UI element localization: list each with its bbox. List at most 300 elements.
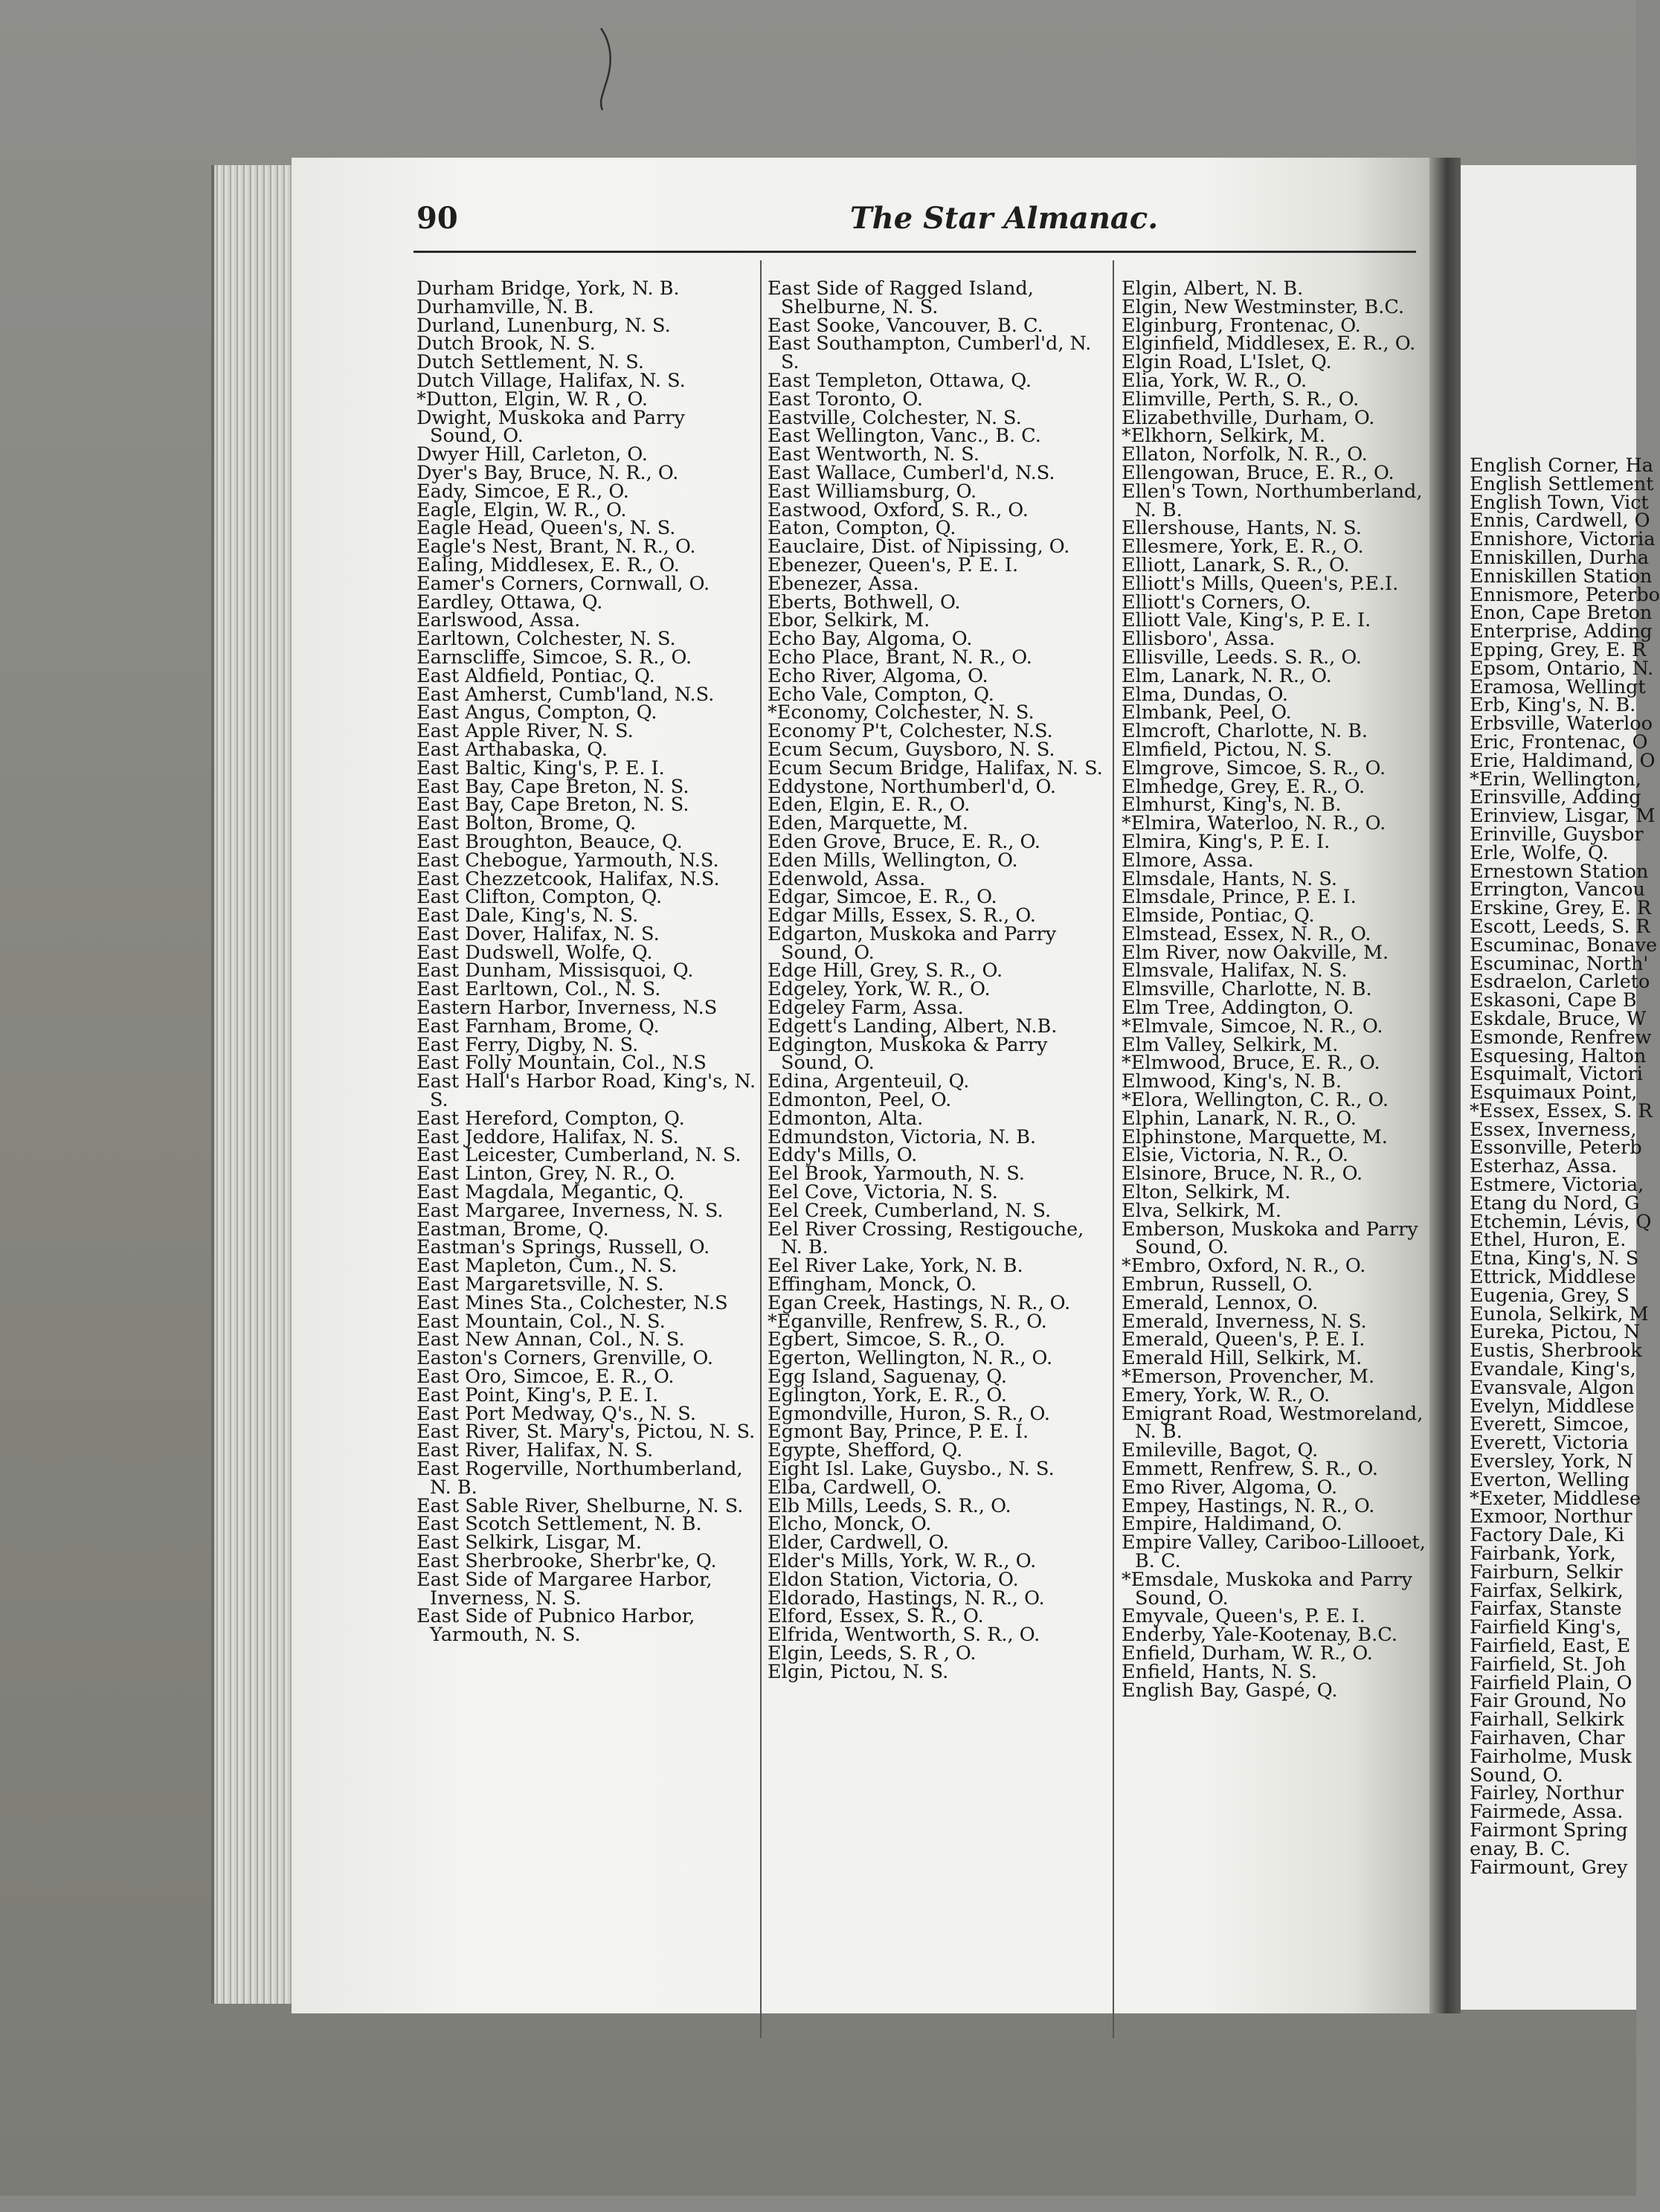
place-entry: Echo Vale, Compton, Q.: [768, 683, 994, 706]
place-entry: East Selkirk, Lisgar, M.: [416, 1531, 642, 1554]
place-entry: Evelyn, Middlese: [1470, 1395, 1635, 1418]
place-entry: Eustis, Sherbrook: [1470, 1340, 1642, 1363]
place-entry: Elmira, King's, P. E. I.: [1122, 830, 1331, 853]
place-entry: Elphinstone, Marquette, M.: [1122, 1125, 1388, 1148]
place-entry: Eversley, York, N: [1470, 1450, 1633, 1473]
place-entry: Eaton, Compton, Q.: [768, 517, 956, 540]
place-entry: Eddystone, Northumberl'd, O.: [768, 775, 1057, 798]
place-entry: Eauclaire, Dist. of Nipissing, O.: [768, 536, 1070, 559]
place-entry: Enniskillen Station: [1470, 565, 1653, 588]
place-entry: Essex, Inverness,: [1470, 1118, 1637, 1141]
place-entry: Fairfield, St. Joh: [1470, 1653, 1627, 1676]
place-entry: *Eganville, Renfrew, S. R., O.: [768, 1310, 1047, 1333]
place-entry: Elm Valley, Selkirk, M.: [1122, 1033, 1339, 1056]
place-entry: Erie, Haldimand, O: [1470, 749, 1656, 772]
place-entry: Esquimaux Point,: [1470, 1081, 1638, 1105]
place-entry: Emerald, Lennox, O.: [1122, 1291, 1319, 1314]
place-entry: Elginfield, Middlesex, E. R., O.: [1122, 332, 1416, 356]
place-entry: Eskasoni, Cape B: [1470, 989, 1637, 1012]
place-entry: Elmstead, Essex, N. R., O.: [1122, 922, 1371, 945]
place-entry: East Mapleton, Cum., N. S.: [416, 1255, 678, 1278]
place-entry: *Elmwood, Bruce, E. R., O.: [1122, 1052, 1380, 1075]
place-entry: Emery, York, W. R., O.: [1122, 1383, 1331, 1406]
place-entry: East Folly Mountain, Col., N.S: [416, 1052, 707, 1075]
place-entry: Ellisboro', Assa.: [1122, 628, 1275, 651]
place-entry: Elmgrove, Simcoe, S. R., O.: [1122, 756, 1386, 779]
place-entry: Fairhall, Selkirk: [1470, 1708, 1624, 1732]
place-entry: Eagle's Nest, Brant, N. R., O.: [416, 536, 696, 559]
place-entry: Eastman's Springs, Russell, O.: [416, 1236, 710, 1259]
place-entry: Escuminac, Bonave: [1470, 933, 1658, 957]
place-entry: Eric, Frontenac, O: [1470, 730, 1648, 753]
place-entry: East Mountain, Col., N. S.: [416, 1310, 666, 1333]
place-entry: English Settlement: [1470, 472, 1654, 495]
place-entry: Elfrida, Wentworth, S. R., O.: [768, 1624, 1040, 1647]
place-entry: Egerton, Wellington, N. R., O.: [768, 1347, 1053, 1370]
place-entry: Elmhedge, Grey, E. R., O.: [1122, 775, 1365, 798]
place-entry: Eramosa, Wellingt: [1470, 675, 1646, 698]
place-entry: Economy P't, Colchester, N.S.: [768, 720, 1053, 743]
place-entry: Edmundston, Victoria, N. B.: [768, 1125, 1037, 1148]
place-entry: Eden, Marquette, M.: [768, 812, 969, 835]
place-entry: Elton, Selkirk, M.: [1122, 1181, 1291, 1204]
place-entry: Eady, Simcoe, E R., O.: [416, 480, 629, 503]
place-entry: East Dudswell, Wolfe, Q.: [416, 941, 653, 964]
place-list-column-3: [1122, 277, 1428, 2035]
place-entry: Eel Creek, Cumberland, N. S.: [768, 1199, 1052, 1222]
place-entry: East Margaree, Inverness, N. S.: [416, 1199, 724, 1222]
place-entry: Erinview, Lisgar, M: [1470, 805, 1656, 828]
place-entry: Escott, Leeds, S. R: [1470, 915, 1650, 938]
place-entry: Epsom, Ontario, N.: [1470, 657, 1654, 680]
place-entry: East Clifton, Compton, Q.: [416, 886, 663, 909]
place-entry: East Jeddore, Halifax, N. S.: [416, 1125, 679, 1148]
place-entry: Fairley, Northur: [1470, 1782, 1624, 1805]
place-entry: Edgeley, York, W. R., O.: [768, 978, 991, 1001]
place-entry: *Dutton, Elgin, W. R , O.: [416, 388, 648, 411]
place-entry: Errington, Vancou: [1470, 878, 1645, 901]
place-entry: Elphin, Lanark, N. R., O.: [1122, 1107, 1357, 1130]
place-entry: Fairmount, Grey: [1470, 1856, 1628, 1879]
place-entry: East Wentworth, N. S.: [768, 443, 979, 466]
place-entry: Erinsville, Adding: [1470, 786, 1641, 809]
place-entry: Elford, Essex, S. R., O.: [768, 1605, 984, 1628]
place-entry: Eden Grove, Bruce, E. R., O.: [768, 830, 1040, 853]
place-entry: Elb Mills, Leeds, S. R., O.: [768, 1494, 1011, 1517]
page-number: 90: [416, 201, 458, 236]
place-entry: Eastern Harbor, Inverness, N.S: [416, 997, 718, 1020]
place-entry: Enderby, Yale-Kootenay, B.C.: [1122, 1624, 1397, 1647]
place-entry: Evandale, King's,: [1470, 1358, 1636, 1381]
place-entry: Elmsdale, Prince, P. E. I.: [1122, 886, 1357, 909]
place-entry: Elginburg, Frontenac, O.: [1122, 314, 1361, 337]
place-entry: *Elkhorn, Selkirk, M.: [1122, 425, 1325, 448]
place-entry: Ecum Secum, Guysboro, N. S.: [768, 738, 1055, 761]
place-entry: Egmont Bay, Prince, P. E. I.: [768, 1421, 1029, 1444]
place-entry: East Margaretsville, N. S.: [416, 1273, 664, 1296]
place-entry: Fairfax, Selkirk,: [1470, 1579, 1624, 1602]
place-entry: Fairmont Spring: [1470, 1819, 1628, 1842]
place-entry: East New Annan, Col., N. S.: [416, 1328, 685, 1351]
place-entry: Elgin Road, L'Islet, Q.: [1122, 351, 1332, 374]
place-entry: *Essex, Essex, S. R: [1470, 1099, 1653, 1122]
place-entry: East Scotch Settlement, N. B.: [416, 1513, 702, 1536]
place-entry: East Sable River, Shelburne, N. S.: [416, 1494, 744, 1517]
place-entry: Fairfax, Stanste: [1470, 1598, 1622, 1621]
place-entry: Fairhaven, Char: [1470, 1726, 1625, 1749]
place-entry: enay, B. C.: [1470, 1837, 1571, 1860]
place-entry: Eureka, Pictou, N: [1470, 1321, 1641, 1344]
place-entry: Elsinore, Bruce, N. R., O.: [1122, 1163, 1363, 1186]
place-list-column-1: [416, 277, 757, 2035]
place-entry: Erb, King's, N. B.: [1470, 694, 1636, 717]
place-entry: Dyer's Bay, Bruce, N. R., O.: [416, 461, 679, 484]
place-entry: Ellershouse, Hants, N. S.: [1122, 517, 1362, 540]
place-entry: Exmoor, Northur: [1470, 1505, 1632, 1528]
place-entry: Esterhaz, Assa.: [1470, 1155, 1618, 1178]
place-entry: Edgington, Muskoka & Parry Sound, O.: [768, 1033, 1048, 1075]
column-divider: [1113, 260, 1114, 2038]
place-entry: Evansvale, Algon: [1470, 1376, 1635, 1399]
place-entry: East Port Medway, Q's., N. S.: [416, 1402, 696, 1425]
place-entry: Ebor, Selkirk, M.: [768, 609, 930, 632]
place-entry: Eskdale, Bruce, W: [1470, 1007, 1647, 1030]
place-entry: Elba, Cardwell, O.: [768, 1476, 942, 1499]
place-entry: Egmondville, Huron, S. R., O.: [768, 1402, 1051, 1425]
place-entry: East Ferry, Digby, N. S.: [416, 1033, 639, 1056]
place-entry: East Mines Sta., Colchester, N.S: [416, 1291, 728, 1314]
running-title: The Star Almanac.: [849, 201, 1159, 236]
place-entry: Elimville, Perth, S. R., O.: [1122, 388, 1360, 411]
place-entry: Ecum Secum Bridge, Halifax, N. S.: [768, 756, 1103, 779]
place-entry: East Dale, King's, N. S.: [416, 904, 639, 927]
place-entry: Dutch Village, Halifax, N. S.: [416, 369, 686, 392]
place-entry: Earlswood, Assa.: [416, 609, 581, 632]
place-entry: Eastwood, Oxford, S. R., O.: [768, 498, 1029, 521]
place-entry: Erskine, Grey, E. R: [1470, 897, 1652, 920]
place-entry: East Amherst, Cumb'land, N.S.: [416, 683, 715, 706]
place-entry: Ethel, Huron, E.: [1470, 1229, 1627, 1252]
place-entry: Ellen's Town, Northumberland, N. B.: [1122, 480, 1423, 521]
place-entry: East Templeton, Ottawa, Q.: [768, 369, 1032, 392]
place-entry: East Sherbrooke, Sherbr'ke, Q.: [416, 1549, 717, 1572]
place-entry: *Elora, Wellington, C. R., O.: [1122, 1089, 1389, 1112]
place-entry: Ettrick, Middlese: [1470, 1266, 1636, 1289]
place-entry: Emyvale, Queen's, P. E. I.: [1122, 1605, 1365, 1628]
place-entry: Eden Mills, Wellington, O.: [768, 849, 1018, 872]
place-entry: East Apple River, N. S.: [416, 720, 634, 743]
place-entry: Fairfield Plain, O: [1470, 1671, 1632, 1694]
column-divider: [760, 260, 762, 2038]
place-entry: Eamer's Corners, Cornwall, O.: [416, 572, 710, 595]
place-entry: Fairbank, York,: [1470, 1543, 1616, 1566]
place-entry: Dwight, Muskoka and Parry Sound, O.: [416, 406, 685, 448]
place-entry: Durham Bridge, York, N. B.: [416, 277, 680, 300]
place-entry: Ellisville, Leeds. S. R., O.: [1122, 646, 1362, 669]
place-entry: Ebenezer, Queen's, P. E. I.: [768, 553, 1019, 576]
place-entry: East Side of Ragged Island, Shelburne, N. S.: [768, 277, 1034, 318]
place-entry: Elma, Dundas, O.: [1122, 683, 1288, 706]
place-entry: Echo Bay, Algoma, O.: [768, 628, 973, 651]
place-entry: East Toronto, O.: [768, 388, 923, 411]
place-entry: East Rogerville, Northumberland, N. B.: [416, 1458, 743, 1499]
place-entry: *Economy, Colchester, N. S.: [768, 701, 1035, 724]
place-entry: East Angus, Compton, Q.: [416, 701, 657, 724]
place-entry: Erle, Wolfe, Q.: [1470, 841, 1609, 864]
place-entry: Elliott's Mills, Queen's, P.E.I.: [1122, 572, 1399, 595]
place-entry: Elmsville, Charlotte, N. B.: [1122, 978, 1372, 1001]
place-entry: Emberson, Muskoka and Parry Sound, O.: [1122, 1218, 1418, 1259]
place-entry: Egan Creek, Hastings, N. R., O.: [768, 1291, 1071, 1314]
place-entry: Eel Cove, Victoria, N. S.: [768, 1181, 998, 1204]
place-entry: Earltown, Colchester, N. S.: [416, 628, 676, 651]
place-entry: Ennismore, Peterbo: [1470, 583, 1660, 606]
place-entry: Elmsvale, Halifax, N. S.: [1122, 959, 1348, 983]
place-entry: Emerald Hill, Selkirk, M.: [1122, 1347, 1363, 1370]
place-entry: Elsie, Victoria, N. R., O.: [1122, 1144, 1349, 1167]
place-entry: Echo River, Algoma, O.: [768, 664, 988, 687]
place-entry: Sound, O.: [1470, 1764, 1563, 1787]
place-entry: East Bay, Cape Breton, N. S.: [416, 794, 689, 817]
place-entry: *Erin, Wellington,: [1470, 768, 1641, 791]
place-entry: East Chezzetcook, Halifax, N.S.: [416, 867, 720, 890]
place-entry: Everett, Simcoe,: [1470, 1413, 1630, 1436]
place-entry: Eunola, Selkirk, M: [1470, 1302, 1649, 1325]
right-page: [1461, 165, 1660, 2010]
place-entry: Factory Dale, Ki: [1470, 1524, 1625, 1547]
place-entry: East Broughton, Beauce, Q.: [416, 830, 683, 853]
place-entry: East Dover, Halifax, N. S.: [416, 922, 660, 945]
place-entry: Egypte, Shefford, Q.: [768, 1439, 963, 1462]
place-entry: Egbert, Simcoe, S. R., O.: [768, 1328, 1006, 1351]
place-list-column-4: [1470, 454, 1660, 2212]
place-entry: Elgin, Leeds, S. R , O.: [768, 1642, 977, 1665]
place-entry: Elia, York, W. R., O.: [1122, 369, 1307, 392]
place-entry: East Side of Pubnico Harbor, Yarmouth, N. S.: [416, 1605, 695, 1647]
place-entry: Eberts, Bothwell, O.: [768, 591, 961, 614]
place-entry: East Wellington, Vanc., B. C.: [768, 425, 1041, 448]
place-entry: Dutch Settlement, N. S.: [416, 351, 644, 374]
place-entry: Fairholme, Musk: [1470, 1745, 1632, 1768]
header-rule: [414, 251, 1416, 253]
place-entry: Eddy's Mills, O.: [768, 1144, 918, 1167]
place-entry: Eastman, Brome, Q.: [416, 1218, 609, 1241]
place-entry: Elder's Mills, York, W. R., O.: [768, 1549, 1037, 1572]
place-entry: Eldorado, Hastings, N. R., O.: [768, 1586, 1045, 1610]
place-entry: Elgin, Pictou, N. S.: [768, 1660, 949, 1683]
place-entry: Elliott Vale, King's, P. E. I.: [1122, 609, 1371, 632]
place-entry: East Leicester, Cumberland, N. S.: [416, 1144, 741, 1167]
place-entry: Emigrant Road, Westmoreland, N. B.: [1122, 1402, 1423, 1444]
place-entry: Emerald, Queen's, P. E. I.: [1122, 1328, 1365, 1351]
place-entry: Elliott's Corners, O.: [1122, 591, 1311, 614]
place-entry: Eugenia, Grey, S: [1470, 1284, 1630, 1307]
place-entry: Elva, Selkirk, M.: [1122, 1199, 1281, 1222]
place-entry: Elder, Cardwell, O.: [768, 1531, 949, 1554]
place-entry: Ellesmere, York, E. R., O.: [1122, 536, 1364, 559]
place-entry: Embrun, Russell, O.: [1122, 1273, 1313, 1296]
place-entry: Eden, Elgin, E. R., O.: [768, 794, 971, 817]
place-entry: East River, Halifax, N. S.: [416, 1439, 654, 1462]
place-entry: Elgin, New Westminster, B.C.: [1122, 295, 1405, 318]
place-entry: East Baltic, King's, P. E. I.: [416, 756, 665, 779]
place-entry: Dutch Brook, N. S.: [416, 332, 596, 356]
place-list-column-2: [768, 277, 1110, 2035]
bookmark-thread: [595, 28, 617, 110]
place-entry: Elmhurst, King's, N. B.: [1122, 794, 1342, 817]
place-entry: Etna, King's, N. S: [1470, 1247, 1639, 1270]
place-entry: *Elmira, Waterloo, N. R., O.: [1122, 812, 1386, 835]
place-entry: Erinville, Guysbor: [1470, 823, 1644, 846]
place-entry: Emmett, Renfrew, S. R., O.: [1122, 1458, 1379, 1480]
place-entry: East Southampton, Cumberl'd, N. S.: [768, 332, 1092, 374]
place-entry: Empey, Hastings, N. R., O.: [1122, 1494, 1375, 1517]
place-entry: Fairmede, Assa.: [1470, 1801, 1624, 1824]
place-entry: *Emsdale, Muskoka and Parry Sound, O.: [1122, 1568, 1412, 1610]
place-entry: Elm Tree, Addington, O.: [1122, 997, 1354, 1020]
place-entry: Eardley, Ottawa, Q.: [416, 591, 603, 614]
place-entry: Edgeley Farm, Assa.: [768, 997, 964, 1020]
place-entry: Fairburn, Selkir: [1470, 1560, 1623, 1584]
place-entry: East Williamsburg, O.: [768, 480, 977, 503]
place-entry: Everett, Victoria: [1470, 1432, 1629, 1455]
place-entry: Esquesing, Halton: [1470, 1044, 1647, 1067]
place-entry: Edenwold, Assa.: [768, 867, 926, 890]
place-entry: Egg Island, Saguenay, Q.: [768, 1366, 1007, 1389]
place-entry: Elmbank, Peel, O.: [1122, 701, 1292, 724]
place-entry: Enniskillen, Durha: [1470, 546, 1650, 569]
place-entry: Eight Isl. Lake, Guysbo., N. S.: [768, 1458, 1055, 1480]
place-entry: Elmfield, Pictou, N. S.: [1122, 738, 1333, 761]
place-entry: East Bay, Cape Breton, N. S.: [416, 775, 689, 798]
place-entry: East Sooke, Vancouver, B. C.: [768, 314, 1043, 337]
place-entry: Easton's Corners, Grenville, O.: [416, 1347, 713, 1370]
place-entry: Ernestown Station: [1470, 860, 1649, 883]
place-entry: Elmcroft, Charlotte, N. B.: [1122, 720, 1368, 743]
place-entry: Eagle, Elgin, W. R., O.: [416, 498, 627, 521]
place-entry: Dwyer Hill, Carleton, O.: [416, 443, 648, 466]
place-entry: East Point, King's, P. E. I.: [416, 1383, 659, 1406]
place-entry: Elizabethville, Durham, O.: [1122, 406, 1375, 429]
place-entry: Elcho, Monck, O.: [768, 1513, 932, 1536]
place-entry: East Side of Margaree Harbor, Inverness, N. S.: [416, 1568, 712, 1610]
place-entry: East Bolton, Brome, Q.: [416, 812, 637, 835]
place-entry: Etchemin, Lévis, Q: [1470, 1210, 1652, 1233]
place-entry: East Hall's Harbor Road, King's, N. S.: [416, 1070, 756, 1112]
place-entry: Elm, Lanark, N. R., O.: [1122, 664, 1332, 687]
place-entry: Emerald, Inverness, N. S.: [1122, 1310, 1367, 1333]
place-entry: Ennishore, Victoria: [1470, 528, 1656, 551]
place-entry: Durland, Lunenburg, N. S.: [416, 314, 671, 337]
place-entry: English Town, Vict: [1470, 491, 1649, 514]
place-entry: East Earltown, Col., N. S.: [416, 978, 661, 1001]
place-entry: Edgett's Landing, Albert, N.B.: [768, 1015, 1058, 1038]
place-entry: *Elmvale, Simcoe, N. R., O.: [1122, 1015, 1383, 1038]
place-entry: Eglington, York, E. R., O.: [768, 1383, 1007, 1406]
place-entry: Edgar Mills, Essex, S. R., O.: [768, 904, 1036, 927]
place-entry: Ebenezer, Assa.: [768, 572, 919, 595]
book-gutter: [1429, 158, 1461, 2013]
place-entry: Eel River Crossing, Restigouche, N. B.: [768, 1218, 1084, 1259]
place-entry: East Oro, Simcoe, E. R., O.: [416, 1366, 675, 1389]
place-entry: Elmsdale, Hants, N. S.: [1122, 867, 1337, 890]
place-entry: Ellaton, Norfolk, N. R., O.: [1122, 443, 1368, 466]
place-entry: Empire, Haldimand, O.: [1122, 1513, 1342, 1536]
place-entry: Enfield, Durham, W. R., O.: [1122, 1642, 1373, 1665]
place-entry: English Bay, Gaspé, Q.: [1122, 1679, 1338, 1702]
place-entry: Eastville, Colchester, N. S.: [768, 406, 1022, 429]
place-entry: Eagle Head, Queen's, N. S.: [416, 517, 676, 540]
place-entry: Enfield, Hants, N. S.: [1122, 1660, 1317, 1683]
place-entry: Ealing, Middlesex, E. R., O.: [416, 553, 680, 576]
place-entry: Etang du Nord, G: [1470, 1192, 1640, 1215]
place-entry: Edge Hill, Grey, S. R., O.: [768, 959, 1003, 983]
place-entry: East Hereford, Compton, Q.: [416, 1107, 685, 1130]
place-entry: East Chebogue, Yarmouth, N.S.: [416, 849, 719, 872]
place-entry: Elm River, now Oakville, M.: [1122, 941, 1389, 964]
place-entry: Enterprise, Adding: [1470, 620, 1653, 643]
place-entry: Esdraelon, Carleto: [1470, 971, 1650, 994]
place-entry: Elmwood, King's, N. B.: [1122, 1070, 1342, 1093]
place-entry: Eldon Station, Victoria, O.: [768, 1568, 1019, 1591]
place-entry: Eel River Lake, York, N. B.: [768, 1255, 1023, 1278]
place-entry: English Corner, Ha: [1470, 454, 1653, 477]
place-entry: Erbsville, Waterloo: [1470, 713, 1653, 736]
place-entry: Empire Valley, Cariboo-Lillooet, B. C.: [1122, 1531, 1426, 1572]
place-entry: Echo Place, Brant, N. R., O.: [768, 646, 1032, 669]
place-entry: Ennis, Cardwell, O: [1470, 509, 1650, 533]
place-entry: Durhamville, N. B.: [416, 295, 594, 318]
place-entry: Escuminac, North': [1470, 952, 1649, 975]
place-entry: Esquimalt, Victori: [1470, 1063, 1643, 1086]
place-entry: Eel Brook, Yarmouth, N. S.: [768, 1163, 1025, 1186]
place-entry: East Farnham, Brome, Q.: [416, 1015, 660, 1038]
place-entry: East Aldfield, Pontiac, Q.: [416, 664, 655, 687]
place-entry: Fairfield King's,: [1470, 1616, 1622, 1639]
place-entry: Effingham, Monck, O.: [768, 1273, 977, 1296]
place-entry: Ellengowan, Bruce, E. R., O.: [1122, 461, 1394, 484]
place-entry: *Embro, Oxford, N. R., O.: [1122, 1255, 1366, 1278]
place-entry: Fairfield, East, E: [1470, 1635, 1631, 1657]
place-entry: Enon, Cape Breton: [1470, 602, 1653, 625]
place-entry: Edmonton, Peel, O.: [768, 1089, 952, 1112]
place-entry: Elmore, Assa.: [1122, 849, 1254, 872]
place-entry: Emo River, Algoma, O.: [1122, 1476, 1338, 1499]
page-edges: [211, 165, 303, 2004]
place-entry: Edgarton, Muskoka and Parry Sound, O.: [768, 922, 1057, 964]
place-entry: Edgar, Simcoe, E. R., O.: [768, 886, 997, 909]
place-entry: Elgin, Albert, N. B.: [1122, 277, 1304, 300]
place-entry: East Arthabaska, Q.: [416, 738, 608, 761]
place-entry: Epping, Grey, E. R: [1470, 638, 1647, 661]
place-entry: Elliott, Lanark, S. R., O.: [1122, 553, 1350, 576]
place-entry: East Dunham, Missisquoi, Q.: [416, 959, 694, 983]
place-entry: Emileville, Bagot, Q.: [1122, 1439, 1319, 1462]
place-entry: Edmonton, Alta.: [768, 1107, 924, 1130]
place-entry: Estmere, Victoria,: [1470, 1174, 1644, 1197]
place-entry: *Emerson, Provencher, M.: [1122, 1366, 1375, 1389]
place-entry: Fair Ground, No: [1470, 1690, 1627, 1713]
place-entry: East Linton, Grey, N. R., O.: [416, 1163, 675, 1186]
place-entry: Edina, Argenteuil, Q.: [768, 1070, 970, 1093]
place-entry: East Magdala, Megantic, Q.: [416, 1181, 684, 1204]
place-entry: Earnscliffe, Simcoe, S. R., O.: [416, 646, 692, 669]
place-entry: *Exeter, Middlese: [1470, 1487, 1641, 1510]
place-entry: Essonville, Peterb: [1470, 1136, 1642, 1160]
place-entry: East River, St. Mary's, Pictou, N. S.: [416, 1421, 756, 1444]
place-entry: East Wallace, Cumberl'd, N.S.: [768, 461, 1055, 484]
place-entry: Everton, Welling: [1470, 1468, 1630, 1491]
